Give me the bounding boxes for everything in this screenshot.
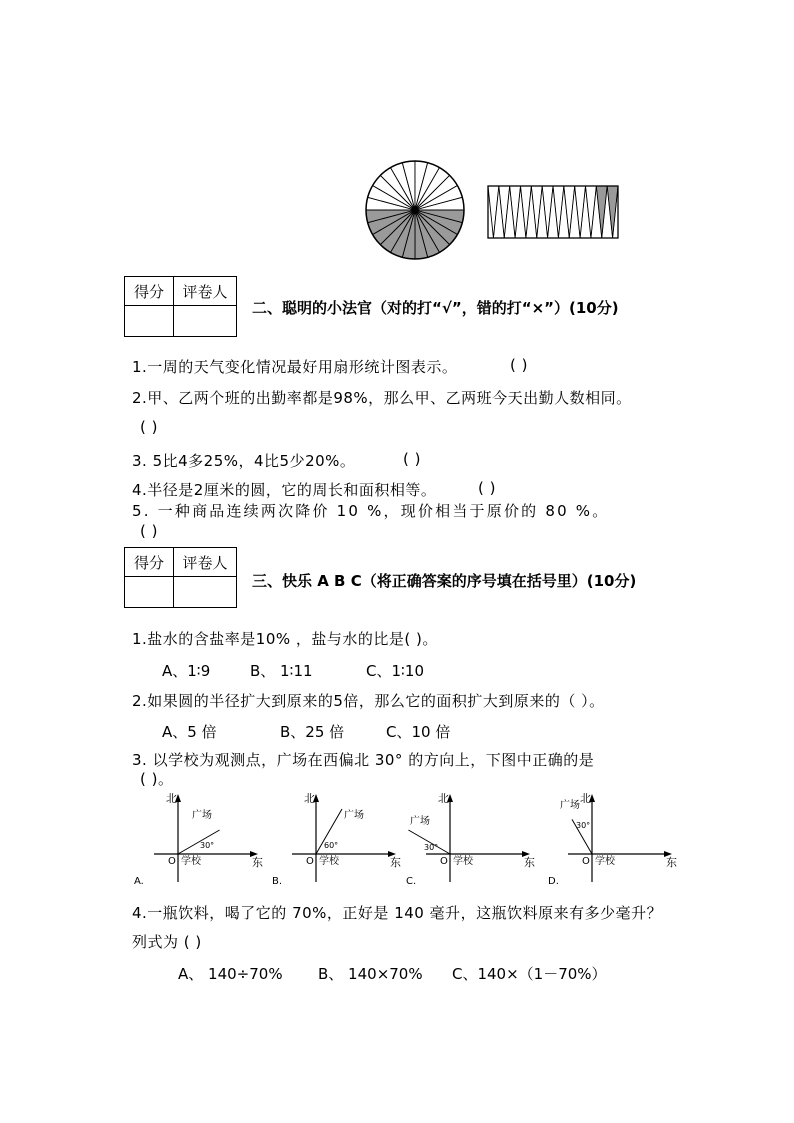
score-box-section3 <box>124 547 237 608</box>
school-label: 学校 <box>595 856 615 867</box>
answer-blank[interactable]: ( ) <box>478 479 496 497</box>
option-c[interactable]: C、10 倍 <box>386 723 451 741</box>
origin-label: O <box>440 856 448 867</box>
angle-label: 30° <box>424 843 439 852</box>
north-label: 北 <box>304 792 315 805</box>
north-label: 北 <box>166 792 177 805</box>
sector-circle-figure <box>360 158 470 262</box>
option-b[interactable]: B、 1∶11 <box>250 662 313 680</box>
question-text: 5. 一种商品连续两次降价 10 %，现价相当于原价的 80 %。 <box>132 502 610 520</box>
origin-label: O <box>582 856 590 867</box>
angle-label: 30° <box>200 841 215 850</box>
option-label: C. <box>406 876 417 887</box>
east-label: 东 <box>252 856 263 869</box>
question-text: 4.一瓶饮料，喝了它的 70%，正好是 140 毫升，这瓶饮料原来有多少毫升？ <box>132 904 663 922</box>
east-label: 东 <box>390 856 401 869</box>
score-header: 得分 <box>125 548 174 577</box>
option-a[interactable]: A、 140÷70% <box>178 965 283 983</box>
direction-diagram-a[interactable] <box>134 788 264 888</box>
option-a[interactable]: A、5 倍 <box>162 723 217 741</box>
question-text: 1.盐水的含盐率是10% ，盐与水的比是( )。 <box>132 630 438 648</box>
north-label: 北 <box>580 792 591 805</box>
question-text-line2: 列式为 ( ) <box>132 933 202 951</box>
option-label: A. <box>134 876 144 887</box>
grader-header: 评卷人 <box>174 277 237 306</box>
school-label: 学校 <box>453 856 473 867</box>
east-label: 东 <box>666 856 677 869</box>
answer-blank[interactable]: ( ) <box>510 356 528 374</box>
score-box-section2 <box>124 276 237 337</box>
angle-label: 30° <box>576 821 591 830</box>
grader-cell[interactable] <box>174 306 237 337</box>
option-c[interactable]: C、140×（1－70%） <box>452 965 607 983</box>
origin-label: O <box>168 856 176 867</box>
question-text: 4.半径是2厘米的圆，它的周长和面积相等。 <box>132 481 437 499</box>
question-text: 2.如果圆的半径扩大到原来的5倍，那么它的面积扩大到原来的（ ）。 <box>132 692 605 710</box>
origin-label: O <box>306 856 314 867</box>
score-cell[interactable] <box>125 306 174 337</box>
north-label: 北 <box>438 792 449 805</box>
school-label: 学校 <box>319 856 339 867</box>
option-a[interactable]: A、1∶9 <box>162 662 211 680</box>
square-label: 广场 <box>410 816 430 827</box>
square-label: 广场 <box>192 810 212 821</box>
score-cell[interactable] <box>125 577 174 608</box>
question-text: 3. 以学校为观测点，广场在西偏北 30° 的方向上，下图中正确的是 <box>132 751 595 769</box>
option-label: D. <box>548 876 559 887</box>
direction-diagram-d[interactable] <box>548 788 678 888</box>
square-label: 广场 <box>560 800 580 811</box>
section-title: 三、快乐 A B C（将正确答案的序号填在括号里）(10分) <box>252 572 637 590</box>
question-text: 2.甲、乙两个班的出勤率都是98%，那么甲、乙两班今天出勤人数相同。 <box>132 389 632 407</box>
school-label: 学校 <box>181 856 201 867</box>
answer-blank[interactable]: ( ) <box>140 418 158 436</box>
east-label: 东 <box>524 856 535 869</box>
grader-header: 评卷人 <box>174 548 237 577</box>
question-text: 1.一周的天气变化情况最好用扇形统计图表示。 <box>132 358 458 376</box>
option-c[interactable]: C、1∶10 <box>366 662 425 680</box>
grader-cell[interactable] <box>174 577 237 608</box>
square-label: 广场 <box>344 810 364 821</box>
angle-label: 60° <box>324 841 339 850</box>
answer-blank[interactable]: ( ) <box>403 450 421 468</box>
score-header: 得分 <box>125 277 174 306</box>
option-b[interactable]: B、 140×70% <box>318 965 423 983</box>
answer-blank[interactable]: ( ) <box>140 522 158 540</box>
answer-blank[interactable]: ( )。 <box>140 770 174 788</box>
option-b[interactable]: B、25 倍 <box>280 723 345 741</box>
question-text: 3. 5比4多25%，4比5少20%。 <box>132 452 356 470</box>
zigzag-rectangle-figure <box>486 184 620 240</box>
direction-diagram-c[interactable] <box>406 788 536 888</box>
option-label: B. <box>272 876 283 887</box>
section-title: 二、聪明的小法官（对的打“√”，错的打“×”）(10分) <box>252 299 619 317</box>
direction-diagram-b[interactable] <box>272 788 402 888</box>
